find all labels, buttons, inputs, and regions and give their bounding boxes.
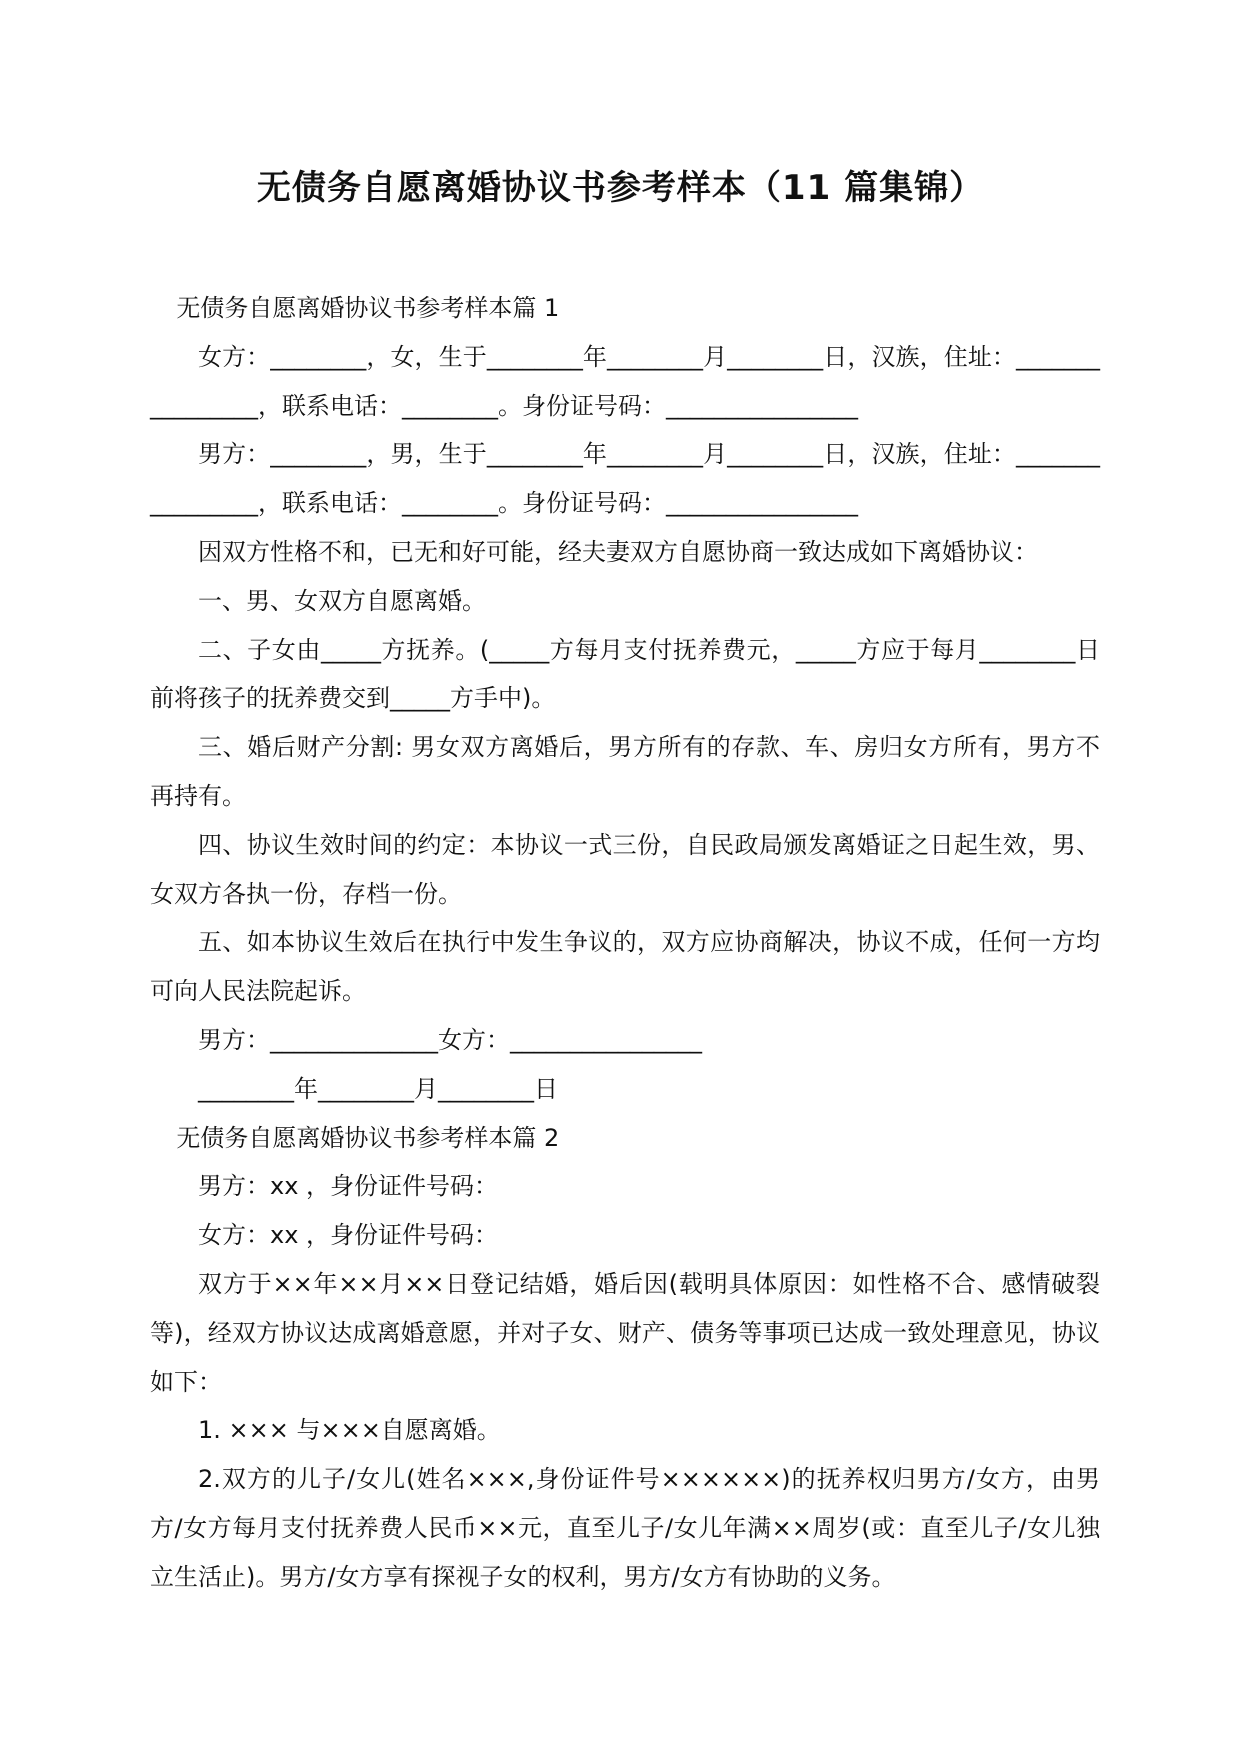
document-title: 无债务自愿离婚协议书参考样本（11 篇集锦）: [256, 168, 985, 208]
paragraph: 1. ××× 与×××自愿离婚。: [198, 1416, 501, 1445]
paragraph: 三、婚后财产分割: 男女双方离婚后，男方所有的存款、车、房归女方所有，男方不再持有。: [150, 733, 1100, 810]
paragraph: 一、男、女双方自愿离婚。: [198, 586, 486, 615]
date-line: ________年________月________日: [198, 1074, 558, 1103]
paragraph: 女方：xx ，身份证件号码：: [198, 1221, 499, 1250]
paragraph: 2.双方的儿子/女儿(姓名×××,身份证件号××××××)的抚养权归男方/女方，由男方/女方每月支付抚养费人民币××元，直至儿子/女儿年满××周岁(或：直至儿子/女儿独立生活止)。男方/女方享有探视子女的权利，男方/女方有协助的义务。: [150, 1465, 1100, 1591]
paragraph: 四、协议生效时间的约定：本协议一式三份，自民政局颁发离婚证之日起生效，男、女双方各执一份，存档一份。: [150, 830, 1100, 908]
section-heading: 无债务自愿离婚协议书参考样本篇 2: [176, 1123, 560, 1152]
paragraph: 女方：________，女，生于________年________月________日，汉族，住址：________________，联系电话：________。身份证号码：________________: [150, 342, 1100, 420]
document-body: [150, 284, 1100, 1602]
paragraph: 双方于××年××月××日登记结婚，婚后因(载明具体原因：如性格不合、感情破裂等)，经双方协议达成离婚意愿，并对子女、财产、债务等事项已达成一致处理意见，协议如下：: [150, 1269, 1100, 1396]
paragraph: 男方：xx ，身份证件号码：: [198, 1172, 499, 1201]
section-heading: 无债务自愿离婚协议书参考样本篇 1: [176, 294, 560, 322]
paragraph: 五、如本协议生效后在执行中发生争议的，双方应协商解决，协议不成，任何一方均可向人民法院起诉。: [150, 928, 1100, 1006]
paragraph: 二、子女由_____方抚养。(_____方每月支付抚养费元，_____方应于每月________日前将孩子的抚养费交到_____方手中)。: [150, 635, 1100, 713]
signature-line: 男方：______________女方：________________: [198, 1025, 702, 1054]
paragraph: 因双方性格不和，已无和好可能，经夫妻双方自愿协商一致达成如下离婚协议：: [198, 537, 1038, 566]
paragraph: 男方：________，男，生于________年________月________日，汉族，住址：________________，联系电话：________。身份证号码：________________: [150, 440, 1100, 518]
